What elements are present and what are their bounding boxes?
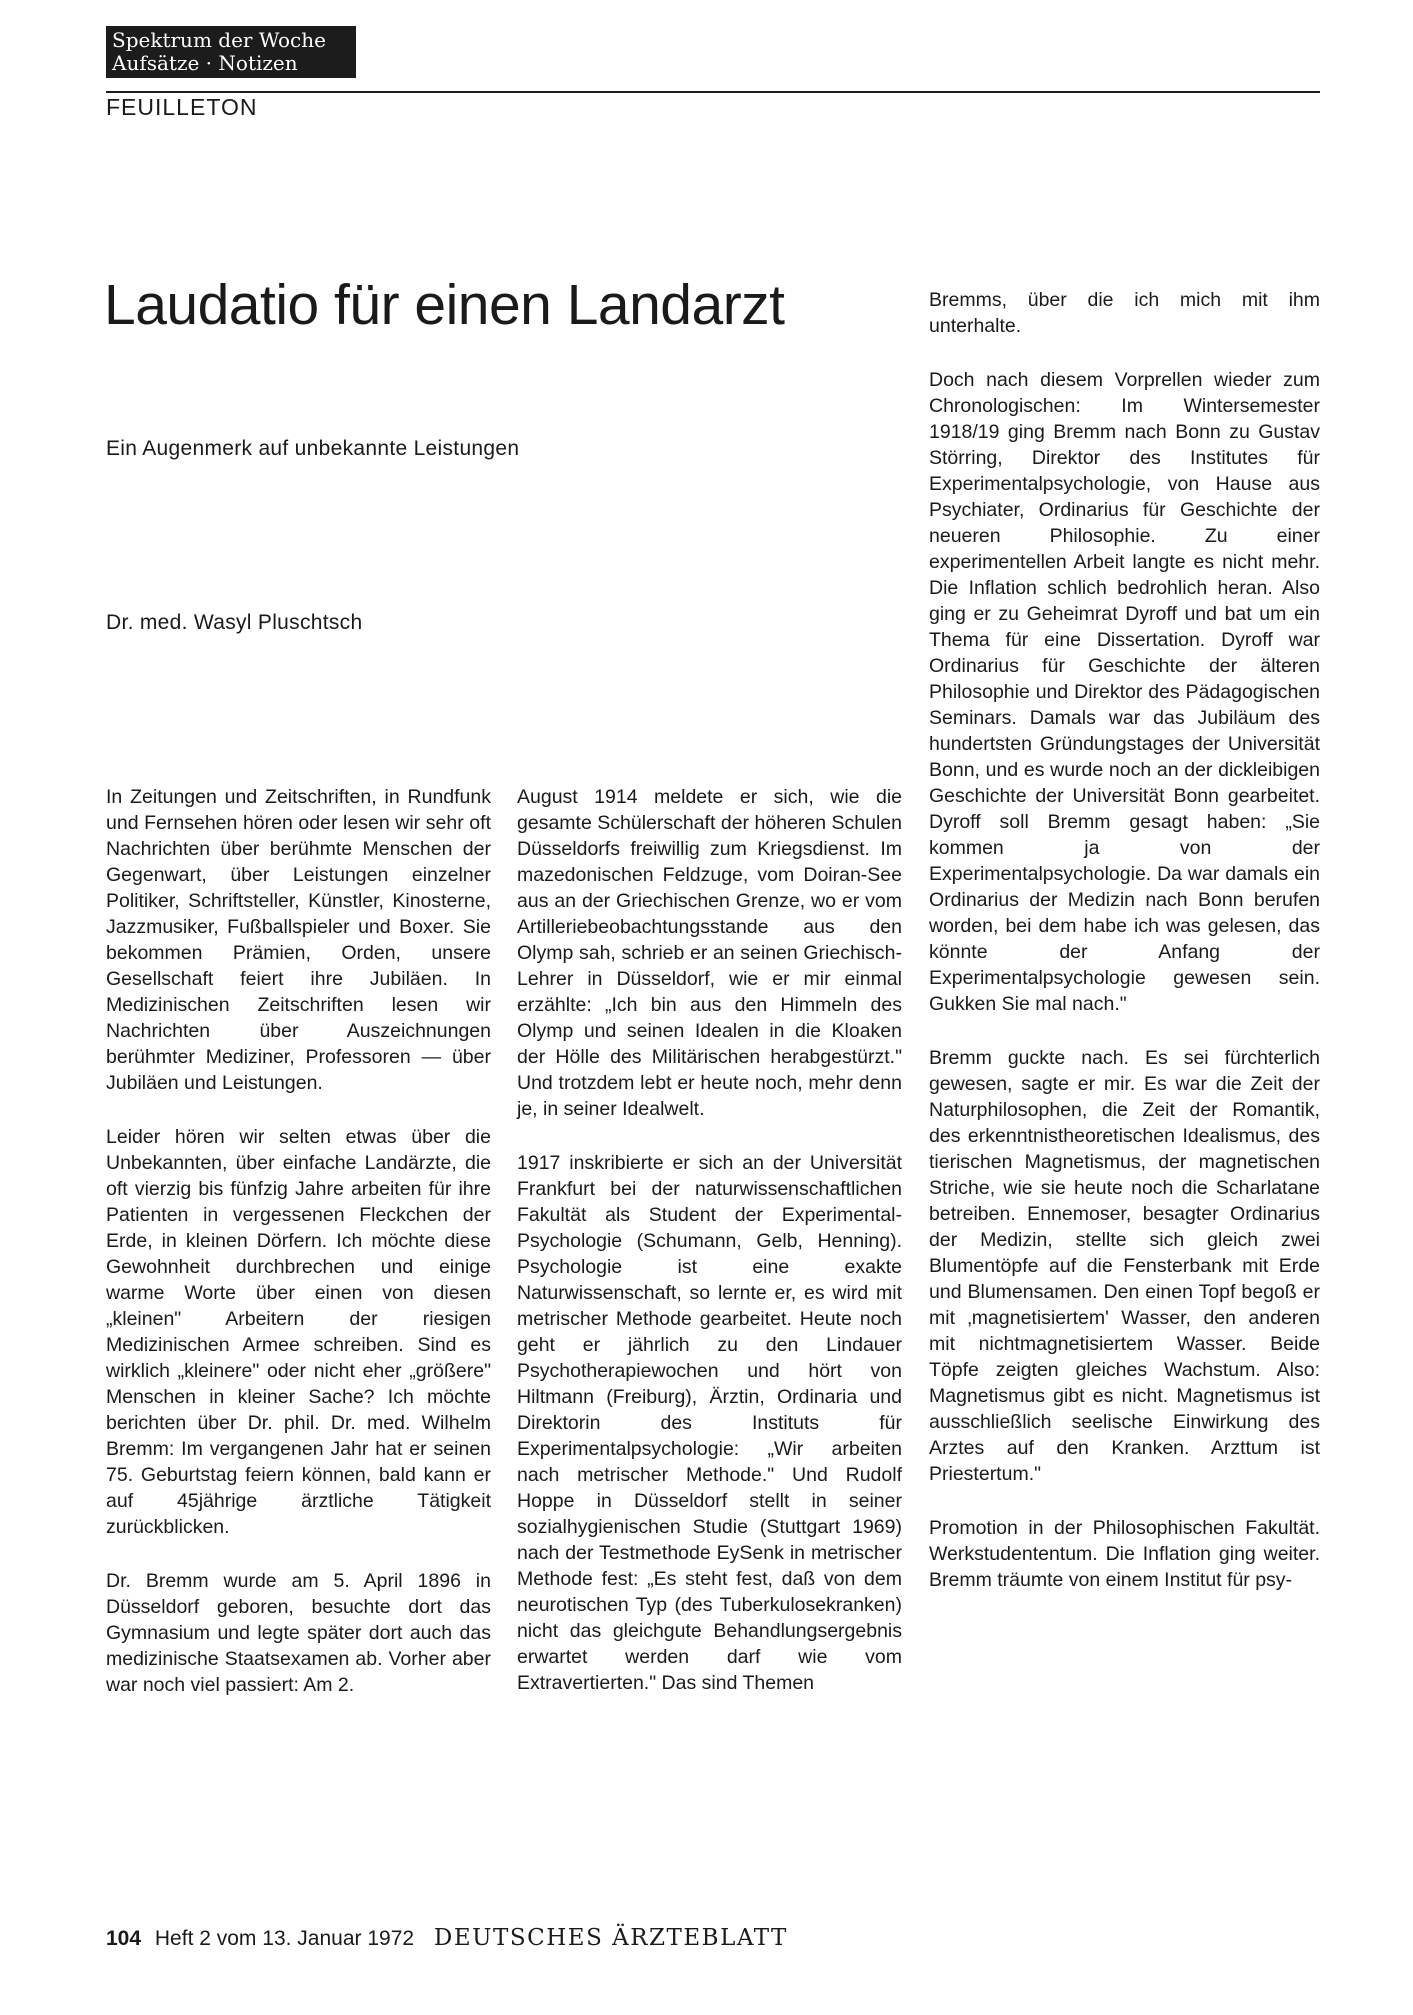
header-label-line1: Spektrum der Woche xyxy=(112,28,326,52)
paragraph: Dr. Bremm wurde am 5. April 1896 in Düsseldorf geboren, besuchte dort das Gymnasium und legte später dort auch das medizinische Staatsexamen ab. Vorher aber war noch viel passiert: Am 2. xyxy=(106,1570,491,1696)
text-column-3 xyxy=(929,287,1320,1621)
paragraph: 1917 inskribierte er sich an der Universität Frankfurt bei der naturwissenschaftlichen Fakultät als Student der Experimental-Psychologie (Schumann, Gelb, Henning). Psychologie ist eine exakte Naturwissenschaft, so lernte er, es wird mit metrischer Methode gearbeitet. Heute noch geht er jährlich zu den Lindauer Psychotherapiewochen und hört von Hiltmann (Freiburg), Ärztin, Ordinaria und Direktorin des Instituts für Experimentalpsychologie: „Wir arbeiten nach metrischer Methode." Und Rudolf Hoppe in Düsseldorf stellt in seiner sozialhygienischen Studie (Stuttgart 1969) nach der Testmethode EySenk in metrischer Methode fest: „Es steht fest, daß von dem neurotischen Typ (des Tuberkulosekranken) nicht das gleichgute Behandlungsergebnis erwartet werden darf wie vom Extravertierten." Das sind Themen xyxy=(517,1152,902,1694)
issue-info: Heft 2 vom 13. Januar 1972 xyxy=(154,1927,415,1950)
section-header-box xyxy=(106,26,356,78)
header-rule xyxy=(106,91,1320,93)
article-subtitle: Ein Augenmerk auf unbekannte Leistungen xyxy=(106,437,520,460)
article-author: Dr. med. Wasyl Pluschtsch xyxy=(106,611,363,634)
page-footer xyxy=(106,1925,788,1951)
text-column-1 xyxy=(106,784,491,1726)
page-number: 104 xyxy=(106,1927,142,1950)
journal-name: DEUTSCHES ÄRZTEBLATT xyxy=(433,1925,788,1951)
article-title: Laudatio für einen Landarzt xyxy=(104,273,785,337)
paragraph: Doch nach diesem Vorprellen wieder zum Chronologischen: Im Wintersemester 1918/19 ging Bremm nach Bonn zu Gustav Störring, Direktor des Institutes für Experimentalpsychologie, von Hause aus Psychiater, Ordinarius für Geschichte der neueren Philosophie. Zu einer experimentellen Arbeit langte es nicht mehr. Die Inflation schlich bedrohlich heran. Also ging er zu Geheimrat Dyroff und bat um ein Thema für eine Dissertation. Dyroff war Ordinarius für Geschichte der älteren Philosophie und Direktor des Pädagogischen Seminars. Damals war das Jubiläum des hundertsten Gründungstages der Universität Bonn, und es wurde noch an der dickleibigen Geschichte der Universität Bonn gearbeitet. Dyroff soll Bremm gesagt haben: „Sie kommen ja von der Experimentalpsychologie. Da war damals ein Ordinarius der Medizin nach Bonn berufen worden, bei dem habe ich was gelesen, das könnte der Anfang der Experimentalpsychologie gewesen sein. Gukken Sie mal nach." xyxy=(929,369,1320,1015)
section-label: FEUILLETON xyxy=(106,94,258,120)
paragraph: August 1914 meldete er sich, wie die gesamte Schülerschaft der höheren Schulen Düsseldorfs freiwillig zum Kriegsdienst. Im mazedonischen Feldzuge, vom Doiran-See aus an der Griechischen Grenze, wo er vom Artilleriebeobachtungsstande aus den Olymp sah, schrieb er an seinen Griechisch-Lehrer in Düsseldorf, wie er mir einmal erzählte: „Ich bin aus den Himmeln des Olymp und seinen Idealen in die Kloaken der Hölle des Militärischen herabgestürzt." Und trotzdem lebt er heute noch, mehr denn je, in seiner Idealwelt. xyxy=(517,786,902,1120)
paragraph: In Zeitungen und Zeitschriften, in Rundfunk und Fernsehen hören oder lesen wir sehr oft Nachrichten über berühmte Menschen der Gegenwart, über Leistungen einzelner Politiker, Schriftsteller, Künstler, Kinosterne, Jazzmusiker, Fußballspieler und Boxer. Sie bekommen Prämien, Orden, unsere Gesellschaft feiert ihre Jubiläen. In Medizinischen Zeitschriften lesen wir Nachrichten über Auszeichnungen berühmter Mediziner, Professoren — über Jubiläen und Leistungen. xyxy=(106,786,491,1094)
paragraph: Bremms, über die ich mich mit ihm unterhalte. xyxy=(929,289,1320,337)
paragraph: Leider hören wir selten etwas über die Unbekannten, über einfache Landärzte, die oft vierzig bis fünfzig Jahre arbeiten für ihre Patienten in vergessenen Fleckchen der Erde, in kleinen Dörfern. Ich möchte diese Gewohnheit durchbrechen und einige warme Worte über einen von diesen „kleinen" Arbeitern der riesigen Medizinischen Armee schreiben. Sind es wirklich „kleinere" oder nicht eher „größere" Menschen in kleiner Sache? Ich möchte berichten über Dr. phil. Dr. med. Wilhelm Bremm: Im vergangenen Jahr hat er seinen 75. Geburtstag feiern können, bald kann er auf 45jährige ärztliche Tätigkeit zurückblicken. xyxy=(106,1126,491,1538)
text-column-2 xyxy=(517,784,902,1724)
paragraph: Promotion in der Philosophischen Fakultät. Werkstudententum. Die Inflation ging weiter. Bremm träumte von einem Institut für psy- xyxy=(929,1517,1320,1591)
paragraph: Bremm guckte nach. Es sei fürchterlich gewesen, sagte er mir. Es war die Zeit der Naturphilosophen, die Zeit der Romantik, des erkenntnistheoretischen Idealismus, des tierischen Magnetismus, der magnetischen Striche, wie sie heute noch die Scharlatane betreiben. Ennemoser, besagter Ordinarius der Medizin, stellte sich gleich zwei Blumentöpfe auf die Fensterbank mit Erde und Blumensamen. Den einen Topf begoß er mit ‚magnetisiertem' Wasser, den anderen mit nichtmagnetisiertem Wasser. Beide Töpfe zeigten gleiches Wachstum. Also: Magnetismus gibt es nicht. Magnetismus ist ausschließlich seelische Einwirkung des Arztes auf den Kranken. Arzttum ist Priestertum." xyxy=(929,1047,1320,1485)
header-label-line2: Aufsätze · Notizen xyxy=(112,51,298,75)
